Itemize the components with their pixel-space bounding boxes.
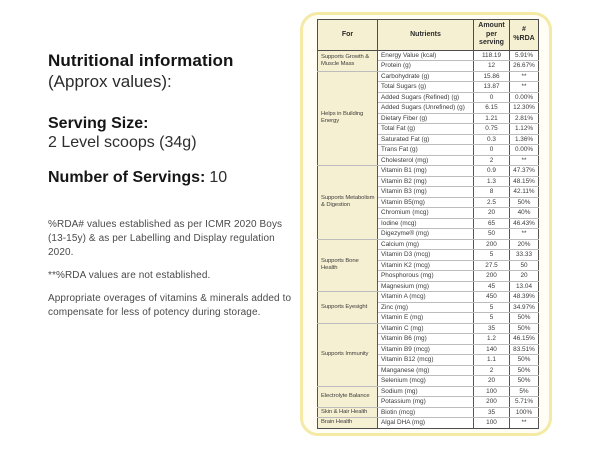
amount-cell: 200 (474, 239, 510, 250)
amount-cell: 6.15 (474, 103, 510, 114)
amount-cell: 35 (474, 323, 510, 334)
nutrient-cell: Algal DHA (mg) (378, 418, 474, 429)
nutrient-cell: Saturated Fat (g) (378, 134, 474, 145)
notes-block (48, 218, 298, 320)
table-row (318, 407, 539, 418)
amount-cell: 100 (474, 418, 510, 429)
nutrient-cell: Magnesium (mg) (378, 281, 474, 292)
rda-cell: 50% (510, 365, 539, 376)
for-cell: Supports Immunity (318, 323, 378, 386)
nutrient-cell: Total Sugars (g) (378, 82, 474, 93)
nutrient-cell: Vitamin K2 (mcg) (378, 260, 474, 271)
nutrient-cell: Protein (g) (378, 61, 474, 72)
amount-cell: 450 (474, 292, 510, 303)
nutrition-card (300, 12, 552, 436)
overages-note: Appropriate overages of vitamins & minerals added to compensate for less of potency during storage. (48, 293, 292, 318)
nutrient-cell: Cholesterol (mg) (378, 155, 474, 166)
nutrient-cell: Trans Fat (g) (378, 145, 474, 156)
amount-cell: 27.5 (474, 260, 510, 271)
for-cell: Supports Eyesight (318, 292, 378, 324)
for-cell: Skin & Hair Health (318, 407, 378, 418)
amount-cell: 100 (474, 386, 510, 397)
for-cell: Brain Health (318, 418, 378, 429)
amount-cell: 140 (474, 344, 510, 355)
rda-source-note: %RDA# values established as per ICMR 2020 Boys (13-15y) & as per Labelling and Display regulation 2020. (48, 219, 283, 258)
rda-cell: 46.15% (510, 334, 539, 345)
for-cell: Helps in Building Energy (318, 71, 378, 166)
nutrient-cell: Total Fat (g) (378, 124, 474, 135)
rda-cell: 83.51% (510, 344, 539, 355)
for-cell: Electrolyte Balance (318, 386, 378, 407)
amount-cell: 0 (474, 92, 510, 103)
nutrient-cell: Calcium (mg) (378, 239, 474, 250)
amount-cell: 5 (474, 250, 510, 261)
table-row (318, 50, 539, 61)
nutrient-group (318, 407, 539, 418)
rda-cell: 48.15% (510, 176, 539, 187)
nutrient-cell: Vitamin B12 (mcg) (378, 355, 474, 366)
table-row (318, 323, 539, 334)
nutrient-group (318, 71, 539, 166)
rda-cell: 5% (510, 386, 539, 397)
column-header: # %RDA (510, 20, 539, 51)
rda-cell: 26.67% (510, 61, 539, 72)
amount-cell: 2 (474, 365, 510, 376)
table-row (318, 292, 539, 303)
rda-cell: 40% (510, 208, 539, 219)
servings-value: 10 (209, 169, 228, 186)
rda-cell: 12.30% (510, 103, 539, 114)
table-row (318, 386, 539, 397)
amount-cell: 8 (474, 187, 510, 198)
rda-cell: 50% (510, 376, 539, 387)
amount-cell: 200 (474, 271, 510, 282)
nutrient-cell: Vitamin D3 (mcg) (378, 250, 474, 261)
rda-cell: 0.00% (510, 145, 539, 156)
table-head (318, 20, 539, 51)
amount-cell: 118.19 (474, 50, 510, 61)
nutrient-cell: Sodium (mg) (378, 386, 474, 397)
nutrient-cell: Vitamin B3 (mg) (378, 187, 474, 198)
amount-cell: 35 (474, 407, 510, 418)
rda-cell: 47.37% (510, 166, 539, 177)
rda-cell: ** (510, 155, 539, 166)
table-row (318, 166, 539, 177)
amount-cell: 0.9 (474, 166, 510, 177)
column-header: Amount per serving (474, 20, 510, 51)
amount-cell: 1.21 (474, 113, 510, 124)
rda-cell: 1.36% (510, 134, 539, 145)
nutrient-cell: Iodine (mcg) (378, 218, 474, 229)
nutrient-cell: Dietary Fiber (g) (378, 113, 474, 124)
page-title: Nutritional information (48, 51, 234, 70)
amount-cell: 45 (474, 281, 510, 292)
number-of-servings-line (48, 168, 298, 187)
rda-cell: 46.43% (510, 218, 539, 229)
amount-cell: 1.1 (474, 355, 510, 366)
rda-cell: 42.11% (510, 187, 539, 198)
amount-cell: 0.75 (474, 124, 510, 135)
amount-cell: 20 (474, 376, 510, 387)
amount-cell: 5 (474, 313, 510, 324)
nutrient-cell: Added Sugars (Refined) (g) (378, 92, 474, 103)
column-header: Nutrients (378, 20, 474, 51)
amount-cell: 13.87 (474, 82, 510, 93)
amount-cell: 1.3 (474, 176, 510, 187)
rda-cell: ** (510, 82, 539, 93)
amount-cell: 2 (474, 155, 510, 166)
nutrient-cell: Zinc (mg) (378, 302, 474, 313)
nutrient-cell: Added Sugars (Unrefined) (g) (378, 103, 474, 114)
nutrient-cell: Energy Value (kcal) (378, 50, 474, 61)
nutrient-cell: Vitamin B6 (mg) (378, 334, 474, 345)
for-cell: Supports Growth & Muscle Mass (318, 50, 378, 71)
rda-cell: ** (510, 71, 539, 82)
rda-cell: 20% (510, 239, 539, 250)
serving-size-label: Serving Size: (48, 115, 149, 132)
nutrient-group (318, 418, 539, 429)
rda-cell: 50 (510, 260, 539, 271)
amount-cell: 0 (474, 145, 510, 156)
nutrient-cell: Chromium (mcg) (378, 208, 474, 219)
serving-size-value: 2 Level scoops (34g) (48, 134, 197, 151)
rda-cell: 5.91% (510, 50, 539, 61)
for-cell: Supports Bone Health (318, 239, 378, 292)
nutrient-group (318, 323, 539, 386)
amount-cell: 50 (474, 229, 510, 240)
rda-cell: 5.71% (510, 397, 539, 408)
rda-cell: 100% (510, 407, 539, 418)
rda-cell: 33.33 (510, 250, 539, 261)
table-row (318, 418, 539, 429)
rda-cell: 48.39% (510, 292, 539, 303)
nutrient-cell: Digezyme® (mg) (378, 229, 474, 240)
nutrient-cell: Carbohydrate (g) (378, 71, 474, 82)
rda-cell: 1.12% (510, 124, 539, 135)
nutrient-group (318, 166, 539, 240)
for-cell: Supports Metabolism & Digestion (318, 166, 378, 240)
nutrient-group (318, 239, 539, 292)
amount-cell: 12 (474, 61, 510, 72)
amount-cell: 200 (474, 397, 510, 408)
rda-cell: 50% (510, 355, 539, 366)
amount-cell: 20 (474, 208, 510, 219)
rda-cell: ** (510, 418, 539, 429)
table-row (318, 71, 539, 82)
rda-cell: ** (510, 229, 539, 240)
nutrient-cell: Potassium (mg) (378, 397, 474, 408)
rda-cell: 0.00% (510, 92, 539, 103)
rda-cell: 20 (510, 271, 539, 282)
info-panel (48, 50, 298, 329)
nutrient-cell: Vitamin B9 (mcg) (378, 344, 474, 355)
nutrient-cell: Vitamin B2 (mg) (378, 176, 474, 187)
nutrient-cell: Phosphorous (mg) (378, 271, 474, 282)
rda-cell: 50% (510, 313, 539, 324)
nutrient-cell: Biotin (mcg) (378, 407, 474, 418)
nutrient-cell: Vitamin A (mcg) (378, 292, 474, 303)
rda-cell: 13.04 (510, 281, 539, 292)
amount-cell: 5 (474, 302, 510, 313)
page-subtitle: (Approx values): (48, 72, 172, 91)
servings-label: Number of Servings: (48, 169, 206, 186)
title-block (48, 50, 298, 92)
rda-cell: 50% (510, 323, 539, 334)
amount-cell: 2.5 (474, 197, 510, 208)
amount-cell: 15.86 (474, 71, 510, 82)
serving-size-block (48, 114, 298, 152)
nutrient-group (318, 292, 539, 324)
amount-cell: 0.3 (474, 134, 510, 145)
amount-cell: 1.2 (474, 334, 510, 345)
nutrition-table (317, 19, 539, 429)
nutrient-cell: Vitamin E (mg) (378, 313, 474, 324)
nutrient-group (318, 386, 539, 407)
rda-cell: 50% (510, 197, 539, 208)
column-header: For (318, 20, 378, 51)
table-row (318, 239, 539, 250)
nutrient-cell: Selenium (mcg) (378, 376, 474, 387)
nutrient-cell: Manganese (mg) (378, 365, 474, 376)
nutrient-cell: Vitamin B1 (mg) (378, 166, 474, 177)
header-row (318, 20, 539, 51)
nutrient-group (318, 50, 539, 71)
amount-cell: 65 (474, 218, 510, 229)
rda-cell: 2.81% (510, 113, 539, 124)
nutrient-cell: Vitamin B5(mg) (378, 197, 474, 208)
rda-not-established-note: **%RDA values are not established. (48, 270, 211, 281)
nutrient-cell: Vitamin C (mg) (378, 323, 474, 334)
rda-cell: 34.97% (510, 302, 539, 313)
